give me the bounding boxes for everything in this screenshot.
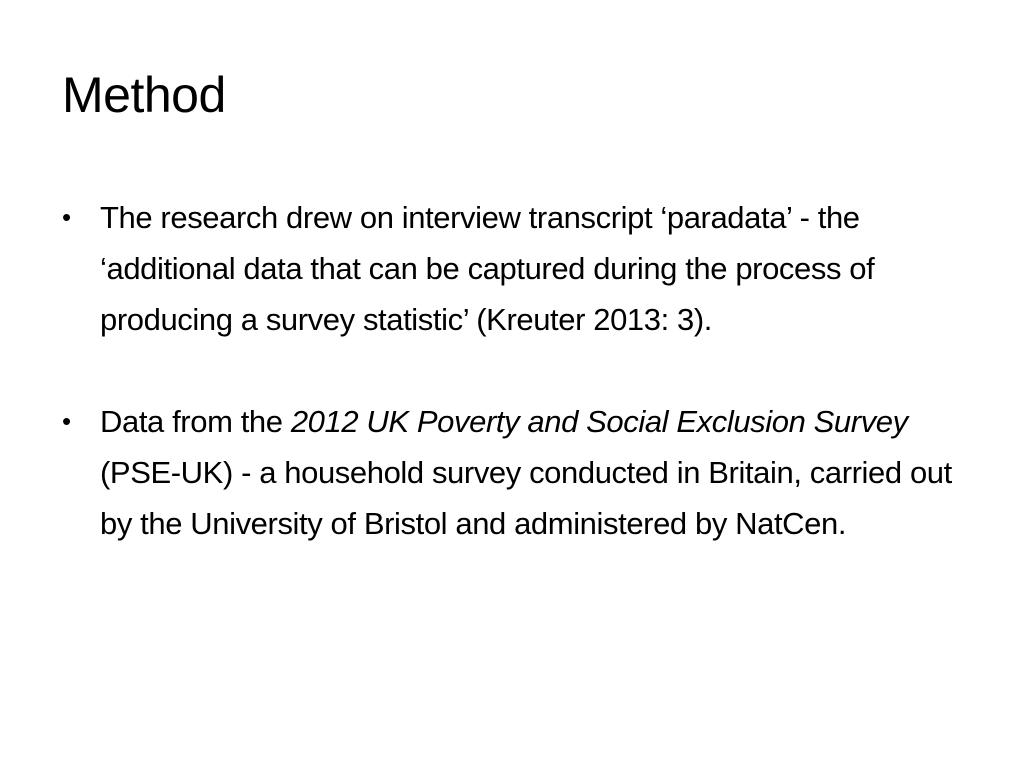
survey-name-italic: 2012 UK Poverty and Social Exclusion Survey <box>290 404 908 439</box>
bullet-item-data-source <box>62 396 972 549</box>
bullet-dot-icon: • <box>62 202 71 232</box>
bullet-text-part: Data from the <box>100 404 291 439</box>
bullet-text <box>100 404 952 541</box>
bullet-text <box>100 200 874 337</box>
bullet-text-part: The research drew on interview transcript ‘paradata’ - the ‘additional data that can be captured during the process of producing a survey statistic’ (Kreuter 2013: 3). <box>100 200 875 337</box>
bullet-dot-icon: • <box>62 406 71 436</box>
bullet-list <box>62 192 972 549</box>
bullet-text-part: (PSE-UK) - a household survey conducted in Britain, carried out by the University of Bristol and administered by NatCen. <box>100 455 952 541</box>
slide-title: Method <box>62 67 226 123</box>
bullet-item-research <box>62 192 972 345</box>
